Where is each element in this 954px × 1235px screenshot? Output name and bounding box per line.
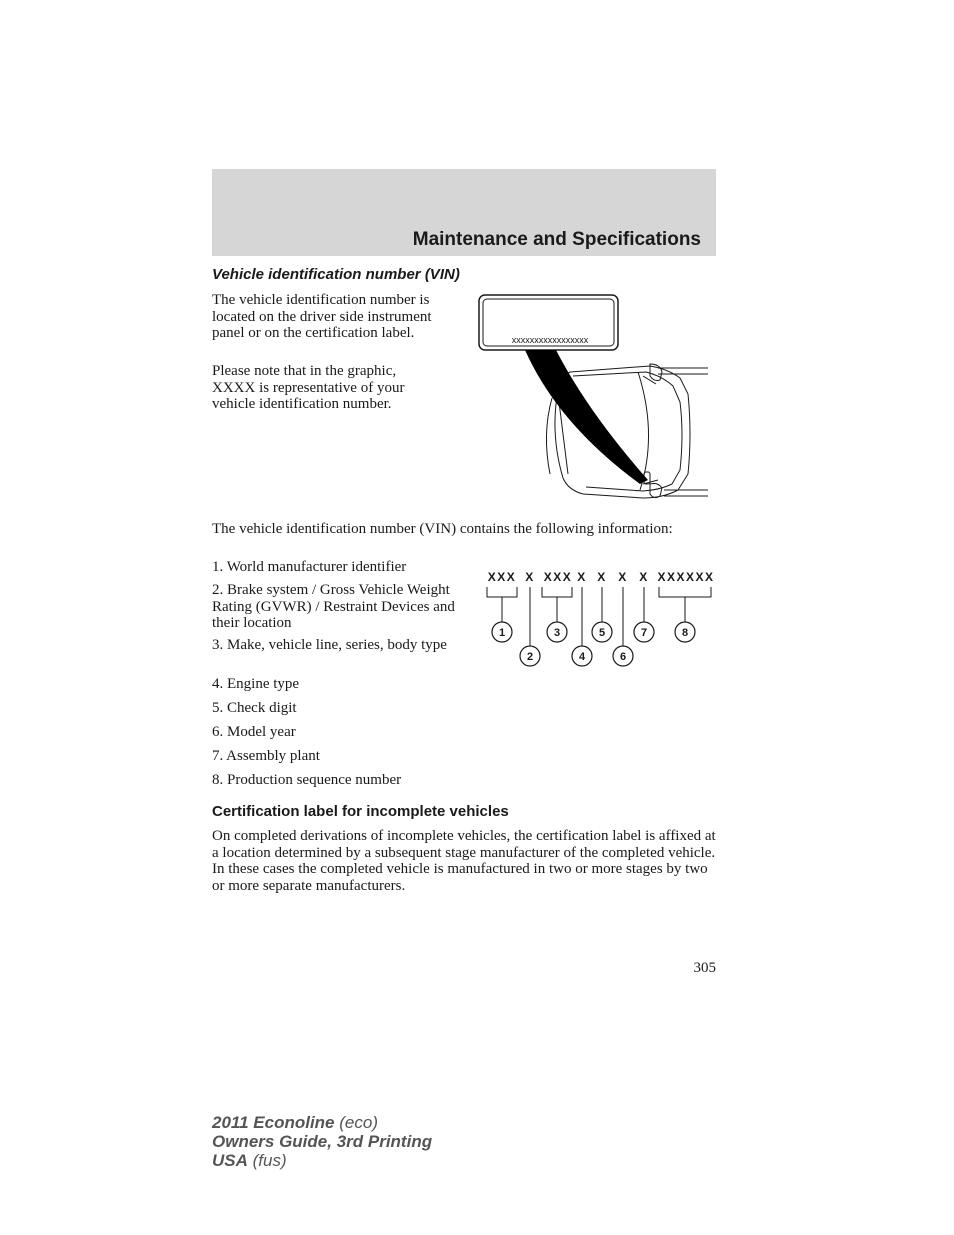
- list-item: 8. Production sequence number: [212, 772, 402, 788]
- list-item: 3. Make, vehicle line, series, body type: [212, 637, 447, 653]
- footer-model-code: (eco): [339, 1113, 378, 1132]
- vin-group-text: X: [639, 570, 649, 584]
- vin-breakdown-diagram: [482, 566, 718, 670]
- vin-group-text: X: [597, 570, 607, 584]
- list-item: 1. World manufacturer identifier: [212, 559, 407, 575]
- callout-label: 4: [578, 651, 586, 663]
- page-title: Maintenance and Specifications: [412, 229, 701, 250]
- vin-group-text: X: [618, 570, 628, 584]
- list-item: 2. Brake system / Gross Vehicle Weight Rating (GVWR) / Restraint Devices and their location: [212, 582, 455, 631]
- footer-market-code: (fus): [252, 1151, 287, 1170]
- footer-guide-edition: Owners Guide, 3rd Printing: [212, 1132, 433, 1151]
- vin-group-text: XXXXXX: [657, 570, 715, 584]
- callout-label: 6: [619, 651, 627, 663]
- vin-group-text: XXX: [487, 570, 517, 584]
- certification-heading: Certification label for incomplete vehicles: [212, 803, 509, 820]
- list-item: 5. Check digit: [212, 700, 297, 716]
- list-item: 6. Model year: [212, 724, 296, 740]
- callout-label: 1: [498, 627, 506, 639]
- callout-label: 8: [681, 627, 689, 639]
- vin-location-illustration: [478, 294, 710, 506]
- page-number: 305: [693, 960, 716, 976]
- callout-label: 2: [526, 651, 534, 663]
- vin-group-text: XXX: [543, 570, 573, 584]
- certification-paragraph: On completed derivations of incomplete vehicles, the certification label is affixed at a location determined by a subsequent stage manufacturer of the completed vehicle. In these cases the completed vehicle is manufactured in two or more stages by two or more separate manufacturers.: [212, 828, 716, 894]
- footer-model: 2011 Econoline: [212, 1113, 335, 1132]
- list-item: 4. Engine type: [212, 676, 300, 692]
- callout-label: 3: [553, 627, 561, 639]
- vin-group-text: X: [525, 570, 535, 584]
- footer-market: USA: [212, 1151, 248, 1170]
- footer-publication-info: [212, 1113, 432, 1170]
- vin-label-text: xxxxxxxxxxxxxxxxx: [511, 335, 589, 345]
- vin-heading: Vehicle identification number (VIN): [212, 266, 460, 283]
- callout-label: 7: [640, 627, 648, 639]
- list-item: 7. Assembly plant: [212, 748, 320, 764]
- callout-label: 5: [598, 627, 606, 639]
- vin-location-paragraph: The vehicle identification number is located on the driver side instrument panel or on the certification label.: [212, 292, 432, 341]
- vin-group-text: X: [577, 570, 587, 584]
- vin-graphic-note-paragraph: Please note that in the graphic, XXXX is representative of your vehicle identification number.: [212, 363, 405, 412]
- header-band: [212, 169, 716, 256]
- vin-contents-intro: The vehicle identification number (VIN) contains the following information:: [212, 521, 673, 537]
